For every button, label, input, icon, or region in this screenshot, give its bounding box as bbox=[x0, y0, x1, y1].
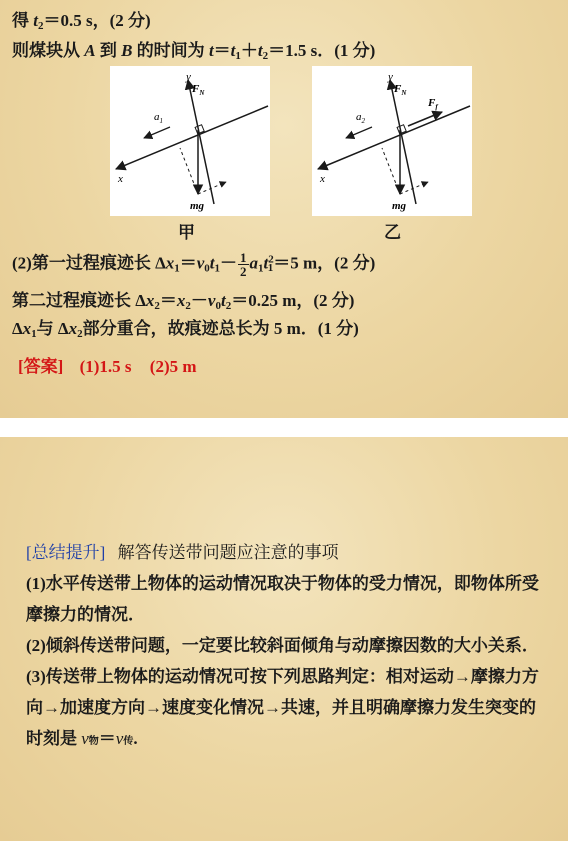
op: ＝ bbox=[179, 253, 197, 273]
component-dashed-2 bbox=[180, 148, 198, 194]
label-mg: mg bbox=[190, 200, 205, 212]
sub: 2 bbox=[154, 300, 160, 312]
var-v: v bbox=[207, 291, 216, 310]
op: ＋ bbox=[240, 41, 258, 60]
caption-a: 甲 bbox=[178, 223, 195, 243]
sup: 2 bbox=[268, 253, 274, 266]
label-a1: $a_1$ bbox=[154, 111, 163, 125]
force-diagram-a bbox=[110, 66, 270, 216]
equation-second-trace bbox=[12, 290, 354, 312]
summary-heading bbox=[26, 537, 546, 568]
var-t: t bbox=[257, 41, 263, 60]
label-x: x bbox=[118, 173, 123, 185]
sub: 1 bbox=[267, 262, 274, 275]
sub: 2 bbox=[185, 300, 191, 312]
op: ＝ bbox=[98, 729, 116, 748]
summary-block bbox=[26, 537, 546, 757]
x-axis-line bbox=[318, 106, 470, 169]
answer-part1: (1)1.5 s bbox=[79, 357, 132, 376]
var-v: v bbox=[115, 729, 124, 748]
summary-tag: [总结提升] bbox=[26, 543, 106, 562]
sub: 2 bbox=[77, 328, 83, 340]
x-axis-line bbox=[116, 106, 268, 169]
y-axis-line bbox=[390, 80, 416, 204]
text-result: 部分重合，故痕迹总长为 5 m．(1 分) bbox=[82, 319, 359, 338]
var-x: x bbox=[165, 253, 175, 273]
text: 则煤块从 bbox=[12, 41, 80, 60]
y-axis-line bbox=[188, 80, 214, 204]
summary-item-1: (1)水平传送带上物体的运动情况取决于物体的受力情况，即物体所受摩擦力的情况． bbox=[26, 574, 539, 624]
sub: 传 bbox=[123, 736, 134, 747]
accel-arrow bbox=[346, 127, 372, 138]
var-B: B bbox=[121, 41, 133, 60]
var-t: t bbox=[209, 253, 215, 273]
var-x: x bbox=[176, 291, 186, 310]
force-diagram-b-svg bbox=[312, 66, 472, 216]
slide-summary bbox=[0, 437, 568, 841]
component-dashed-2 bbox=[382, 148, 400, 194]
var-v: v bbox=[196, 253, 205, 273]
fraction bbox=[238, 251, 249, 278]
summary-item-2: (2)倾斜传送带问题，一定要比较斜面倾角与动摩擦因数的大小关系． bbox=[26, 636, 539, 655]
sub: 物 bbox=[88, 736, 99, 747]
equation-first-trace bbox=[12, 251, 375, 278]
label-a2: $a_2$ bbox=[356, 111, 365, 125]
fraction-den: 2 bbox=[240, 264, 247, 279]
force-diagram-b bbox=[312, 66, 472, 216]
text-result: ＝0.25 m，(2 分) bbox=[231, 291, 355, 310]
label-mg: mg bbox=[392, 200, 407, 212]
text-result: ＝1.5 s．(1 分) bbox=[268, 41, 376, 60]
label-x: x bbox=[320, 173, 325, 185]
sub: 1 bbox=[31, 328, 37, 340]
force-diagram-a-svg bbox=[110, 66, 270, 216]
summary-item-3 bbox=[26, 661, 546, 757]
sub: 1 bbox=[214, 262, 221, 275]
op: ＝ bbox=[159, 291, 177, 310]
accel-arrow bbox=[144, 127, 170, 138]
text: 到 bbox=[99, 41, 117, 60]
text-mid: 与 Δ bbox=[36, 319, 69, 338]
var-x: x bbox=[22, 319, 32, 338]
sub: 2 bbox=[225, 300, 232, 312]
fraction-num: 1 bbox=[240, 250, 247, 265]
op: ＝ bbox=[213, 41, 231, 60]
equation-overlap bbox=[12, 318, 359, 340]
text: 的时间为 bbox=[136, 41, 205, 60]
label-y: y bbox=[186, 71, 191, 83]
var-x: x bbox=[145, 291, 155, 310]
var-v: v bbox=[81, 729, 89, 748]
sub: 2 bbox=[262, 50, 269, 62]
var-t: t bbox=[208, 41, 214, 60]
label-ff: $F_f$ bbox=[428, 97, 438, 111]
label-fn: $F_N$ bbox=[394, 83, 407, 97]
var-x: x bbox=[68, 319, 78, 338]
sub: 1 bbox=[174, 262, 180, 275]
var-t: t bbox=[33, 11, 38, 30]
var-a: a bbox=[249, 253, 259, 273]
label-fn: $F_N$ bbox=[192, 83, 205, 97]
text-result: ＝5 m，(2 分) bbox=[273, 253, 376, 273]
answer-label: [答案] bbox=[18, 357, 64, 376]
text-prefix: 第二过程痕迹长 Δ bbox=[12, 291, 146, 310]
op: － bbox=[190, 291, 208, 310]
text-prefix: 得 bbox=[12, 11, 29, 30]
var-A: A bbox=[84, 41, 96, 60]
text-prefix: (2)第一过程痕迹长 Δ bbox=[12, 253, 166, 273]
sub: 0 bbox=[215, 300, 221, 312]
summary-item-3-text: (3)传送带上物体的运动情况可按下列思路判定：相对运动→摩擦力方向→加速度方向→速度变化情况→共速，并且明确摩擦力发生突变的时刻是 bbox=[26, 667, 539, 748]
var-t: t bbox=[230, 41, 236, 60]
answer-line bbox=[18, 356, 197, 378]
equation-total-time bbox=[12, 40, 375, 62]
summary-title: 解答传送带问题应注意的事项 bbox=[117, 543, 339, 562]
var-t: t bbox=[263, 253, 269, 273]
sub: 2 bbox=[37, 20, 44, 32]
answer-part2: (2)5 m bbox=[149, 357, 197, 376]
end-mark: . bbox=[133, 729, 138, 748]
delta: Δ bbox=[12, 319, 23, 338]
op: － bbox=[220, 253, 238, 273]
sub: 0 bbox=[204, 262, 210, 275]
equation-t2 bbox=[12, 10, 151, 32]
caption-b: 乙 bbox=[384, 223, 401, 243]
slide-solution bbox=[0, 0, 568, 418]
sub: 1 bbox=[235, 50, 241, 62]
sub: 1 bbox=[258, 262, 264, 275]
label-y: y bbox=[388, 71, 393, 83]
var-t: t bbox=[220, 291, 226, 310]
text-value: ＝0.5 s，(2 分) bbox=[43, 11, 151, 30]
